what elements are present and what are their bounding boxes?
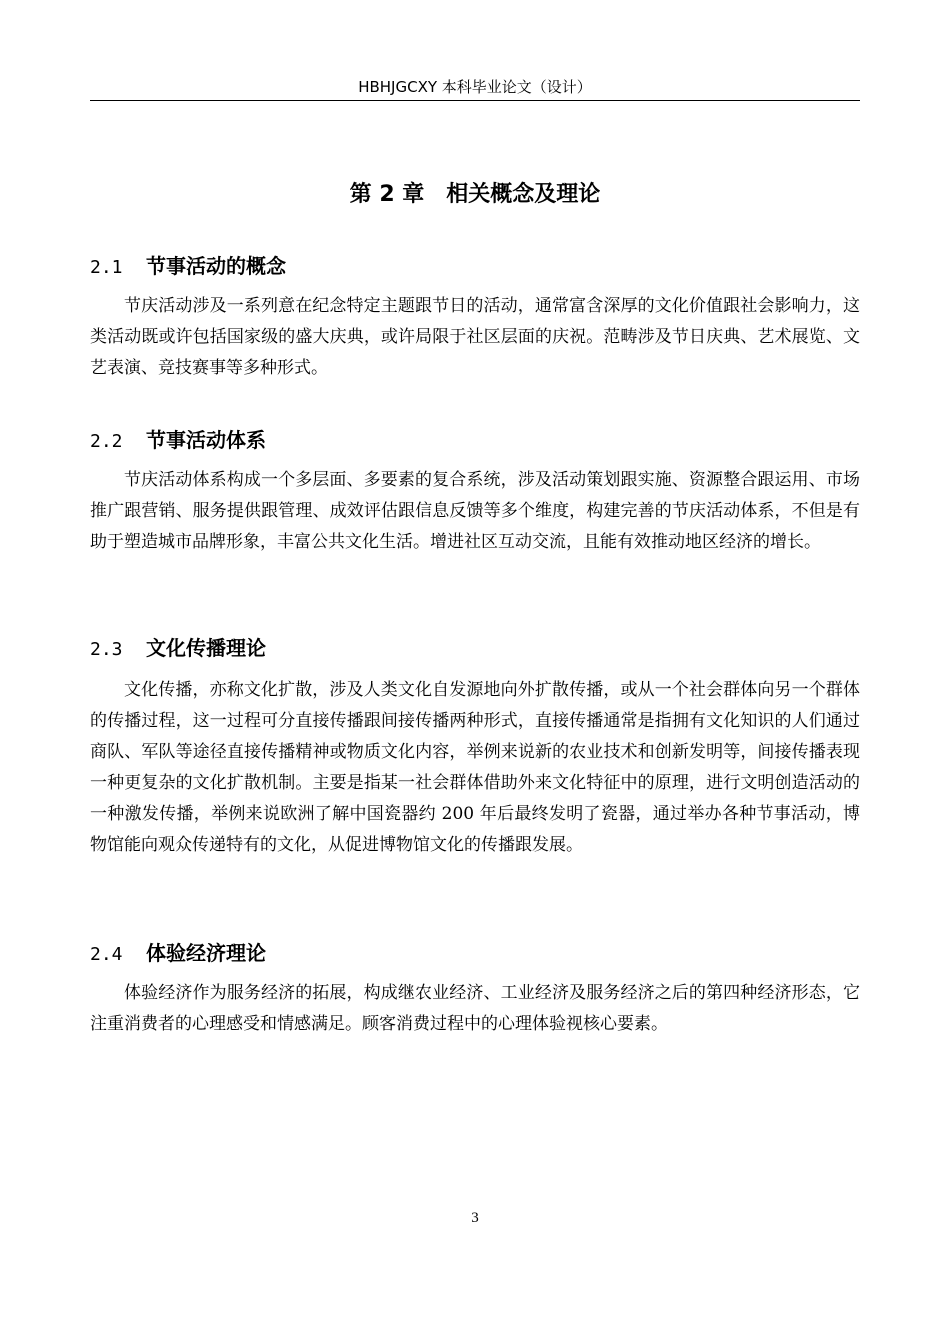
- section-title: 文化传播理论: [146, 636, 266, 660]
- header-title: HBHJGCXY 本科毕业论文（设计）: [358, 78, 592, 96]
- section-body-2-2: 节庆活动体系构成一个多层面、多要素的复合系统，涉及活动策划跟实施、资源整合跟运用、市场推广跟营销、服务提供跟管理、成效评估跟信息反馈等多个维度，构建完善的节庆活动体系，不但是有助于塑造城市品牌形象，丰富公共文化生活。增进社区互动交流，且能有效推动地区经济的增长。: [90, 470, 860, 552]
- page-number: 3: [471, 1210, 479, 1226]
- section-heading-2-4: [90, 938, 860, 970]
- section-body-2-3: 文化传播，亦称文化扩散，涉及人类文化自发源地向外扩散传播，或从一个社会群体向另一个群体的传播过程，这一过程可分直接传播跟间接传播两种形式，直接传播通常是指拥有文化知识的人们通过商队、军队等途径直接传播精神或物质文化内容，举例来说新的农业技术和创新发明等，间接传播表现一种更复杂的文化扩散机制。主要是指某一社会群体借助外来文化特征中的原理，进行文明创造活动的一种激发传播，举例来说欧洲了解中国瓷器约 200 年后最终发明了瓷器，通过举办各种节事活动，博物馆能向观众传递特有的文化，从促进博物馆文化的传播跟发展。: [90, 680, 860, 855]
- section-number: 2.1: [90, 257, 123, 278]
- section-heading-2-3: [90, 633, 860, 665]
- section-title: 体验经济理论: [146, 941, 266, 965]
- section-number: 2.2: [90, 431, 123, 452]
- section-title: 节事活动体系: [146, 428, 266, 452]
- section-title: 节事活动的概念: [146, 254, 286, 278]
- section-heading-2-1: [90, 251, 860, 283]
- section-number: 2.4: [90, 944, 123, 965]
- section-heading-2-2: [90, 425, 860, 457]
- section-number: 2.3: [90, 639, 123, 660]
- section-body-2-4: 体验经济作为服务经济的拓展，构成继农业经济、工业经济及服务经济之后的第四种经济形态，它注重消费者的心理感受和情感满足。顾客消费过程中的心理体验视核心要素。: [90, 983, 860, 1034]
- section-body-2-1: 节庆活动涉及一系列意在纪念特定主题跟节日的活动，通常富含深厚的文化价值跟社会影响力，这类活动既或许包括国家级的盛大庆典，或许局限于社区层面的庆祝。范畴涉及节日庆典、艺术展览、文艺表演、竞技赛事等多种形式。: [90, 296, 860, 378]
- page-header: [90, 74, 860, 101]
- chapter-title: 第 2 章 相关概念及理论: [349, 182, 601, 207]
